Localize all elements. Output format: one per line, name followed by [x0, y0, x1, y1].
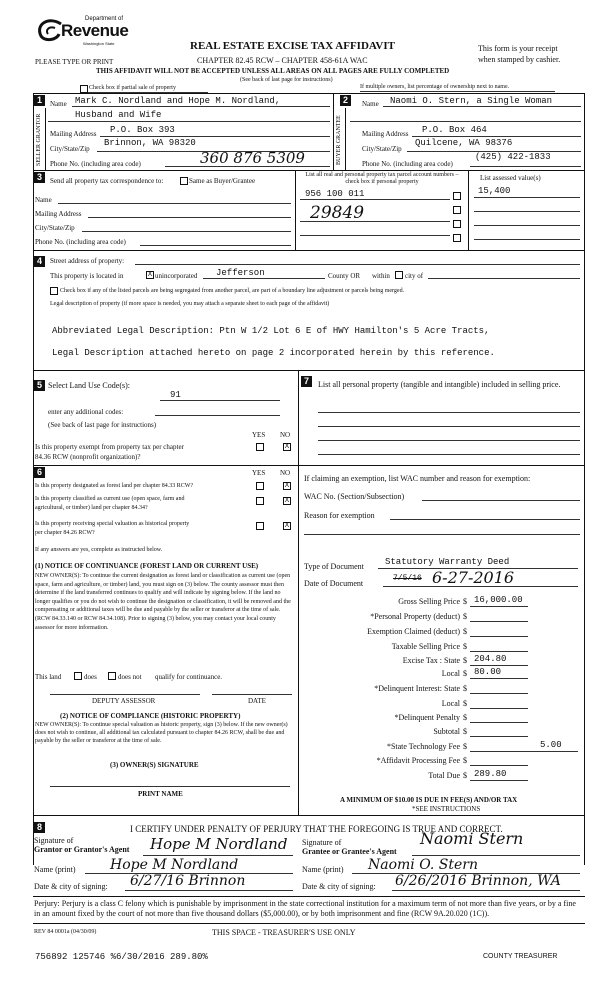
- city-of-label: city of: [405, 272, 424, 280]
- historic-question-1: Is this property receiving special valuation as historical property: [35, 521, 190, 527]
- fee-label: *Delinquent Penalty: [394, 713, 460, 722]
- legal-description-line-2[interactable]: Legal Description attached hereto on page 2 incorporated herein by this reference.: [52, 348, 495, 358]
- section-2-badge: 2: [340, 95, 351, 106]
- grantee-signature[interactable]: Naomi Stern: [420, 829, 524, 848]
- if-yes-note: If any answers are yes, complete as instructed below.: [35, 547, 163, 553]
- deputy-assessor-label: DEPUTY ASSESSOR: [92, 697, 156, 705]
- partial-sale-checkbox[interactable]: [80, 85, 88, 93]
- unincorporated-label: unincorporated: [155, 272, 198, 280]
- buyer-city-value[interactable]: Quilcene, WA 98376: [415, 138, 513, 148]
- send-correspondence-label: Send all property tax correspondence to:: [50, 177, 164, 185]
- s3-name-label: Name: [35, 196, 52, 204]
- exempt-question-1: Is this property exempt from property tax per chapter: [35, 443, 184, 451]
- additional-codes-label: enter any additional codes:: [48, 408, 124, 416]
- fee-label: *State Technology Fee: [386, 742, 460, 751]
- section-7-badge: 7: [301, 376, 312, 387]
- assessed-1[interactable]: 15,400: [478, 186, 511, 196]
- fee-label: *Affidavit Processing Fee: [376, 756, 460, 765]
- receipt-note-2: when stamped by cashier.: [478, 55, 561, 64]
- s6-no-header: NO: [280, 469, 291, 477]
- current-use-question-2: agricultural, or timber) land per chapter 84.34?: [35, 505, 148, 511]
- assessor-date-label: DATE: [248, 697, 266, 705]
- s3-mailing-label: Mailing Address: [35, 210, 82, 218]
- treasurer-receipt-stamp: 756892 125746 %6/30/2016 289.80%: [35, 952, 208, 962]
- grantee-name[interactable]: Naomi O. Stern: [368, 857, 478, 873]
- buyer-mailing-label: Mailing Address: [362, 130, 409, 138]
- partial-sale-label: Check box if partial sale of property: [89, 85, 176, 91]
- grantor-name-label: Name (print): [34, 865, 76, 874]
- assessed-header: List assessed value(s): [480, 174, 541, 182]
- dollar-sign: $: [463, 597, 467, 606]
- dollar-sign: $: [463, 756, 467, 765]
- doc-type-label: Type of Document: [304, 562, 364, 571]
- legal-description-line-1[interactable]: Abbreviated Legal Description: Ptn W 1/2 Lot 6 E of HWY Hamilton's 5 Acre Tracts,: [52, 326, 490, 336]
- parcel-1[interactable]: 956 100 011: [305, 189, 365, 199]
- personal-property-label: List all personal property (tangible and intangible) included in selling price.: [318, 380, 561, 389]
- historic-yes-checkbox[interactable]: [256, 522, 264, 530]
- buyer-mailing-value[interactable]: P.O. Box 464: [422, 125, 487, 135]
- buyer-name-label: Name: [362, 100, 379, 108]
- fee-label: Taxable Selling Price: [391, 642, 460, 651]
- continuance-title: (1) NOTICE OF CONTINUANCE (FOREST LAND OR CURRENT USE): [35, 562, 259, 570]
- grantee-date[interactable]: 6/26/2016 Brinnon, WA: [395, 873, 561, 889]
- fee-label: Subtotal: [433, 727, 460, 736]
- does-label: does: [84, 673, 97, 681]
- doc-date-label: Date of Document: [304, 579, 364, 588]
- same-as-buyer-checkbox[interactable]: [180, 177, 188, 185]
- dollar-sign: $: [463, 656, 467, 665]
- certify-statement: I CERTIFY UNDER PENALTY OF PERJURY THAT THE FOREGOING IS TRUE AND CORRECT.: [130, 824, 503, 834]
- dollar-sign: $: [463, 612, 467, 621]
- fee-label: Local: [441, 699, 460, 708]
- exempt-no-checkbox[interactable]: X: [284, 443, 290, 450]
- grantor-sig-label-1: Signature of: [34, 836, 74, 845]
- logo-revenue-text: Revenue: [61, 21, 129, 40]
- seller-phone-value[interactable]: 360 876 5309: [200, 149, 305, 167]
- s5-yes-header: YES: [252, 431, 266, 439]
- receipt-note-1: This form is your receipt: [478, 44, 558, 53]
- multiple-owners-note: If multiple owners, list percentage of ownership next to name.: [360, 84, 510, 90]
- forest-land-question: Is this property designated as forest land per chapter 84.33 RCW?: [35, 483, 194, 489]
- qualify-label: qualify for continuance.: [155, 673, 223, 681]
- forest-yes-checkbox[interactable]: [256, 482, 264, 490]
- county-or-label: County OR: [328, 272, 361, 280]
- exemption-label: If claiming an exemption, list WAC number and reason for exemption:: [304, 474, 531, 483]
- current-use-yes-checkbox[interactable]: [256, 497, 264, 505]
- section-5-badge: 5: [34, 380, 45, 391]
- does-not-label: does not: [118, 673, 142, 681]
- city-of-checkbox[interactable]: [395, 271, 403, 279]
- s6-yes-header: YES: [252, 469, 266, 477]
- exempt-yes-checkbox[interactable]: [256, 443, 264, 451]
- land-use-label: Select Land Use Code(s):: [48, 381, 130, 390]
- street-address-label: Street address of property:: [50, 257, 125, 265]
- fee-label: Gross Selling Price: [398, 597, 460, 606]
- s3-phone-label: Phone No. (including area code): [35, 238, 126, 246]
- current-use-question-1: Is this property classified as current use (open space, farm and: [35, 496, 185, 502]
- grantee-date-label: Date & city of signing:: [302, 882, 376, 891]
- seller-name-label: Name: [50, 100, 67, 108]
- s5-no-header: NO: [280, 431, 291, 439]
- current-use-no-checkbox[interactable]: X: [284, 497, 290, 504]
- dollar-sign: $: [463, 642, 467, 651]
- historic-no-checkbox[interactable]: X: [284, 522, 290, 529]
- seller-mailing-value[interactable]: P.O. Box 393: [110, 125, 175, 135]
- fee-value[interactable]: 5.00: [540, 740, 562, 750]
- owner-signature-label: (3) OWNER(S) SIGNATURE: [110, 761, 199, 769]
- within-label: within: [372, 272, 390, 280]
- county-treasurer-label: COUNTY TREASURER: [483, 953, 558, 960]
- parcel-4-personal-checkbox[interactable]: [453, 234, 461, 242]
- fee-label: Exemption Claimed (deduct): [367, 627, 460, 636]
- doc-date-struck: 7/5/16: [393, 574, 422, 583]
- parcel-2-personal-checkbox[interactable]: [453, 206, 461, 214]
- seller-name-value[interactable]: Mark C. Nordland and Hope M. Nordland,: [75, 96, 281, 106]
- treasurer-use-only: THIS SPACE - TREASURER'S USE ONLY: [212, 928, 356, 937]
- seller-city-label: City/State/Zip: [50, 145, 90, 153]
- please-type: PLEASE TYPE OR PRINT: [35, 58, 114, 66]
- wac-label: WAC No. (Section/Subsection): [304, 492, 405, 501]
- form-warning: THIS AFFIDAVIT WILL NOT BE ACCEPTED UNLESS ALL AREAS ON ALL PAGES ARE FULLY COMPLETED: [96, 67, 450, 75]
- dollar-sign: $: [463, 684, 467, 693]
- grantor-signature[interactable]: Hope M Nordland: [150, 835, 288, 853]
- s3-city-label: City/State/Zip: [35, 224, 75, 232]
- continuance-body: NEW OWNER(S): To continue the current designation as forest land or classification as current use (open space, farm and agriculture, or timber) land, you must sign on (3) below. The county assessor must then determine if the land transferred continues to qualify and will indicate by signing below. If the land no longer qualifies or you do not wish to continue the designation or classification, it will be removed and the compensating or additional taxes will be due and payable by the seller or transferor at the time of sale. (RCW 84.33.140 or RCW 84.34.108). Prior to signing (3) below, you may contact your local county assessor for more information.: [35, 573, 291, 631]
- reason-label: Reason for exemption: [304, 511, 375, 520]
- seller-mailing-label: Mailing Address: [50, 130, 97, 138]
- print-name-label: PRINT NAME: [138, 790, 183, 798]
- forest-no-checkbox[interactable]: X: [284, 482, 290, 489]
- fee-value[interactable]: 80.00: [474, 667, 502, 677]
- dollar-sign: $: [463, 771, 467, 780]
- legal-description-label: Legal description of property (if more space is needed, you may attach a separate sheet to each page of the affidavit): [50, 301, 330, 307]
- seller-side-label: SELLER GRANTOR: [36, 113, 42, 167]
- segregated-checkbox[interactable]: [50, 287, 58, 295]
- county-value[interactable]: Jefferson: [216, 268, 265, 278]
- buyer-side-label: BUYER GRANTEE: [336, 115, 342, 165]
- section-1-badge: 1: [34, 95, 45, 106]
- fee-label: *Personal Property (deduct): [370, 612, 460, 621]
- seller-phone-label: Phone No. (including area code): [50, 160, 141, 168]
- grantee-name-label: Name (print): [302, 865, 344, 874]
- logo-dept-text: Department of: [85, 16, 124, 22]
- compliance-title: (2) NOTICE OF COMPLIANCE (HISTORIC PROPERTY): [60, 712, 241, 720]
- form-chapter: CHAPTER 82.45 RCW – CHAPTER 458-61A WAC: [197, 56, 368, 65]
- fee-label: Excise Tax : State: [402, 656, 460, 665]
- form-revision: REV 84 0001a (04/30/09): [34, 929, 97, 935]
- grantor-date[interactable]: 6/27/16 Brinnon: [130, 873, 246, 889]
- fee-value[interactable]: 16,000.00: [474, 595, 523, 605]
- buyer-name-value[interactable]: Naomi O. Stern, a Single Woman: [390, 96, 553, 106]
- fee-value[interactable]: 204.80: [474, 654, 507, 664]
- grantor-date-label: Date & city of signing:: [34, 882, 108, 891]
- section-4-badge: 4: [34, 256, 45, 267]
- compliance-body: NEW OWNER(S): To continue special valuation as historic property, sign (3) below. If the new owner(s) does not wish to continue, all additional tax calculated pursuant to chapter 84.26 RCW, shall be due and payable by the seller or transferor at the time of sale.: [35, 722, 288, 744]
- buyer-phone-label: Phone No. (including area code): [362, 160, 453, 168]
- form-title: REAL ESTATE EXCISE TAX AFFIDAVIT: [190, 40, 395, 52]
- dollar-sign: $: [463, 627, 467, 636]
- buyer-phone-value[interactable]: (425) 422-1833: [475, 152, 551, 162]
- grantee-sig-label-1: Signature of: [302, 838, 342, 847]
- s5-see-back: (See back of last page for instructions): [48, 421, 157, 429]
- dollar-sign: $: [463, 669, 467, 678]
- seller-city-value[interactable]: Brinnon, WA 98320: [104, 138, 196, 148]
- parcel-2[interactable]: 29849: [310, 203, 365, 223]
- exempt-question-2: 84.36 RCW (nonprofit organization)?: [35, 453, 141, 461]
- buyer-city-label: City/State/Zip: [362, 145, 402, 153]
- parcel-1-personal-checkbox[interactable]: [453, 192, 461, 200]
- dollar-sign: $: [463, 727, 467, 736]
- doc-type-value[interactable]: Statutory Warranty Deed: [385, 557, 510, 567]
- doc-date-value[interactable]: 6-27-2016: [432, 568, 515, 587]
- seller-name-value-2[interactable]: Husband and Wife: [75, 110, 162, 120]
- same-as-buyer-label: Same as Buyer/Grantee: [189, 177, 256, 185]
- does-checkbox[interactable]: [74, 672, 82, 680]
- grantor-name[interactable]: Hope M Nordland: [110, 857, 239, 873]
- see-instructions-note: *SEE INSTRUCTIONS: [412, 805, 481, 813]
- this-land-label: This land: [35, 673, 62, 681]
- segregated-label: Check box if any of the listed parcels are being segregated from another parcel, are part of a boundary line adjustment or parcels being merged.: [60, 288, 405, 294]
- fee-value[interactable]: 289.80: [474, 769, 507, 779]
- grantor-sig-label-2: Grantor or Grantor's Agent: [34, 845, 130, 854]
- fee-label: *Delinquent Interest: State: [374, 684, 460, 693]
- historic-question-2: per chapter 84.26 RCW?: [35, 530, 95, 536]
- section-8-badge: 8: [34, 822, 45, 833]
- dollar-sign: $: [463, 742, 467, 751]
- minimum-due-note: A MINIMUM OF $10.00 IS DUE IN FEE(S) AND/OR TAX: [340, 796, 518, 804]
- section-6-badge: 6: [34, 467, 45, 478]
- logo-state-text: Washington State: [83, 41, 115, 46]
- dollar-sign: $: [463, 713, 467, 722]
- fee-label: Total Due: [428, 771, 460, 780]
- located-in-label: This property is located in: [50, 272, 124, 280]
- parcel-header: List all real and personal property tax parcel account numbers – check box if personal property: [305, 172, 459, 185]
- revenue-logo: [35, 14, 129, 54]
- unincorporated-checkbox[interactable]: X: [147, 271, 153, 278]
- land-use-value[interactable]: 91: [170, 390, 181, 400]
- does-not-checkbox[interactable]: [108, 672, 116, 680]
- grantee-sig-label-2: Grantee or Grantee's Agent: [302, 847, 397, 856]
- fee-label: Local: [441, 669, 460, 678]
- section-3-badge: 3: [34, 172, 45, 183]
- perjury-notice: Perjury: Perjury is a class C felony which is punishable by imprisonment in the state correctional institution for a maximum term of not more than five years, or by a fine in an amount fixed by the court of not more than five thousand dollars ($5,000.00), or by both imprisonment and fine (RCW 9A.20.020 (1C)).: [34, 899, 576, 918]
- dollar-sign: $: [463, 699, 467, 708]
- parcel-3-personal-checkbox[interactable]: [453, 220, 461, 228]
- see-back-instructions: (See back of last page for instructions): [240, 77, 333, 83]
